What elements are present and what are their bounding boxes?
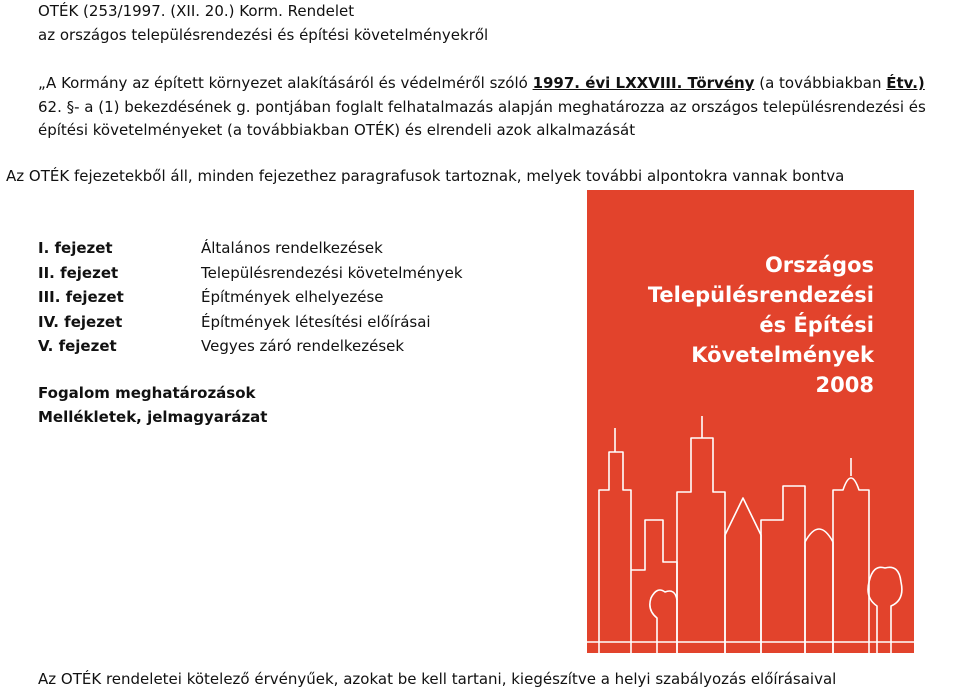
intro-prefix: „A Kormány az épített környezet alakításáról és védelméről szóló: [38, 74, 533, 92]
cover-title-line: és Építési: [759, 313, 874, 337]
chapter-number: III. fejezet: [38, 288, 124, 306]
chapter-title: Építmények elhelyezése: [201, 288, 384, 306]
annexes-heading: Mellékletek, jelmagyarázat: [38, 408, 268, 426]
book-cover: [587, 190, 914, 653]
chapter-title: Általános rendelkezések: [201, 239, 383, 257]
chapter-number: II. fejezet: [38, 263, 119, 282]
cover-title-line: Követelmények: [691, 343, 874, 367]
etv-reference-link[interactable]: Étv.): [886, 74, 925, 92]
intro-line-3: építési követelményeket (a továbbiakban OTÉK) és elrendeli azok alkalmazását: [38, 121, 636, 139]
intro-line-2: 62. §- a (1) bekezdésének g. pontjában foglalt felhatalmazás alapján meghatározza az országos településrendezési és: [38, 98, 926, 116]
chapter-number: I. fejezet: [38, 239, 113, 257]
cover-year: 2008: [815, 373, 874, 397]
document-title: OTÉK (253/1997. (XII. 20.) Korm. Rendelet: [38, 2, 355, 20]
definitions-heading: Fogalom meghatározások: [38, 384, 256, 402]
document-subtitle: az országos településrendezési és építési követelményekről: [38, 26, 489, 44]
footer-note: Az OTÉK rendeletei kötelező érvényűek, azokat be kell tartani, kiegészítve a helyi szabályozás előírásaival: [38, 670, 837, 688]
chapter-number: V. fejezet: [38, 337, 117, 355]
intro-line-1: [38, 74, 925, 92]
chapter-number: IV. fejezet: [38, 312, 123, 331]
law-reference-link[interactable]: 1997. évi LXXVIII. Törvény: [532, 74, 755, 92]
cover-title-line: Országos: [764, 253, 874, 277]
chapter-title: Településrendezési követelmények: [201, 263, 463, 282]
chapter-title: Építmények létesítési előírásai: [201, 312, 431, 331]
cover-title-line: Településrendezési: [647, 283, 874, 307]
structure-note: Az OTÉK fejezetekből áll, minden fejezethez paragrafusok tartoznak, melyek további alpontokra vannak bontva: [6, 167, 845, 185]
intro-mid: (a továbbiakban: [754, 74, 887, 92]
chapter-title: Vegyes záró rendelkezések: [201, 337, 405, 355]
